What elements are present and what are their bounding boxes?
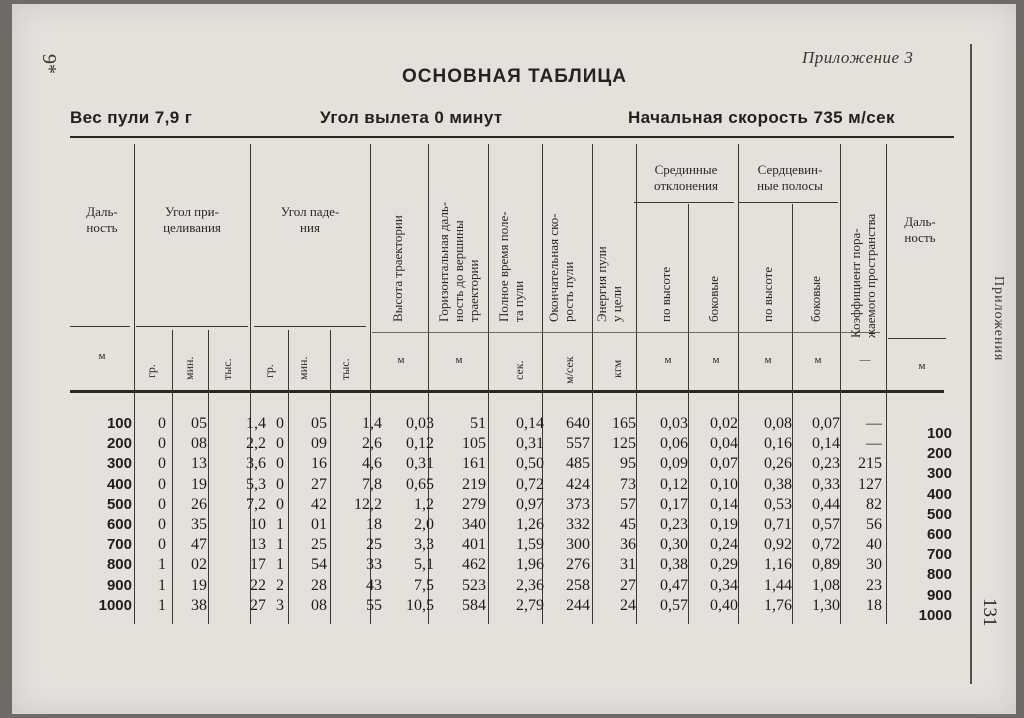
table-cell: 0,44 [812,495,840,513]
table-cell: 700 [106,536,132,554]
unit-aim-min: мин. [182,356,196,380]
table-cell: 27 [620,576,636,594]
table-cell: 2,6 [362,435,382,453]
unit-median-height: м [664,354,672,366]
table-cell: 36 [620,536,636,554]
table-cell: 300 [926,465,952,483]
table-cell: 1 [276,556,284,574]
table-cell: — [866,435,882,453]
table-cell: 485 [566,455,590,473]
table-cell: 0 [158,516,166,533]
header-flight-time: Полное время поле- та пули [496,211,526,322]
grid-vline [840,144,841,624]
table-cell: 0 [276,495,284,513]
table-cell: 0,31 [516,435,544,453]
table-cell: 0,10 [710,475,738,493]
table-cell: 42 [311,495,327,513]
table-cell: 200 [926,445,952,463]
table-cell: 3,3 [414,536,434,554]
table-cell: 0 [158,435,166,453]
unit-core-lateral: м [814,354,822,366]
table-cell: 19 [191,576,207,594]
grid-vline [688,204,689,624]
table-cell: 0 [158,536,166,554]
table-cell: 0,03 [406,415,434,432]
table-cell: 0,97 [516,495,544,513]
unit-impact-mil: тыс. [338,358,352,380]
table-cell: 01 [311,516,327,533]
hdr-rule-median [634,202,734,203]
header-range-right: Даль- ность [904,214,936,245]
table-cell: 100 [926,425,952,442]
appendix-label: Приложение 3 [802,48,914,67]
table-cell: 276 [566,556,590,574]
table-cell: 0 [158,475,166,493]
unit-flight-time: сек. [512,360,526,380]
hdr-unit-rule [372,332,880,333]
table-cell: 30 [866,556,882,574]
table-cell: 40 [866,536,882,554]
table-cell: 332 [566,516,590,533]
table-cell: 12,2 [354,495,382,513]
table-cell: 1 [158,596,166,614]
table-cell: 1,59 [516,536,544,554]
table-cell: 161 [462,455,486,473]
hdr-rule-aim [136,326,248,327]
header-hit-coefficient: Коэффициент пора- жаемого пространства [848,213,878,338]
table-cell: 600 [926,526,952,543]
table-cell: 51 [470,415,486,432]
table-cell: 900 [926,586,952,604]
table-cell: 0 [276,435,284,453]
table-cell: 258 [566,576,590,594]
table-cell: 24 [620,596,636,614]
table-cell: 219 [462,475,486,493]
table-cell: 13 [250,536,266,554]
header-horizontal-distance: Горизонтальная даль- ность до вершины траектории [436,201,481,322]
unit-trajectory-height: м [397,354,405,366]
table-cell: 700 [926,546,952,564]
initial-velocity: Начальная скорость 735 м/сек [628,108,895,127]
table-cell: 0,12 [406,435,434,453]
table-cell: 200 [106,435,132,453]
table-cell: 38 [191,596,207,614]
table-cell: 27 [250,596,266,614]
table-cell: 4,6 [362,455,382,473]
table-cell: 3,6 [246,455,266,473]
table-cell: 08 [191,435,207,453]
table-cell: 0,23 [660,516,688,533]
table-cell: 1,30 [812,596,840,614]
unit-impact-deg: гр. [262,364,276,378]
table-cell: 05 [191,415,207,432]
table-cell: 0 [158,495,166,513]
table-cell: 1 [158,576,166,594]
table-cell: 43 [366,576,382,594]
table-cell: 7,5 [414,576,434,594]
header-energy: Энергия пули у цели [594,246,624,322]
table-cell: 26 [191,495,207,513]
table-cell: 3 [276,596,284,614]
table-cell: 0,57 [812,516,840,533]
hdr-rule-core [738,202,838,203]
table-cell: 1,76 [764,596,792,614]
table-cell: 424 [566,475,590,493]
table-cell: 1,4 [362,415,382,432]
table-cell: 373 [566,495,590,513]
table-cell: 1,16 [764,556,792,574]
header-median-deviations: Срединные отклонения [654,162,718,193]
header-median-lateral: боковые [706,276,721,322]
header-median-height: по высоте [658,266,673,322]
table-cell: 300 [106,455,132,473]
header-core-lateral: боковые [808,276,823,322]
unit-impact-min: мин. [296,356,310,380]
table-cell: 27 [311,475,327,493]
table-cell: 0 [276,475,284,493]
table-cell: 400 [926,485,952,503]
table-cell: 18 [366,516,382,533]
table-cell: 0,89 [812,556,840,574]
table-cell: 22 [250,576,266,594]
table-cell: 300 [566,536,590,554]
table-cell: 0,53 [764,495,792,513]
table-cell: 1,96 [516,556,544,574]
table-cell: 127 [858,475,882,493]
table-cell: 0,72 [812,536,840,554]
table-cell: 0,40 [710,596,738,614]
table-cell: 0,03 [660,415,688,432]
table-cell: 5,3 [246,475,266,493]
table-cell: 244 [566,596,590,614]
table-cell: 33 [366,556,382,574]
grid-vline [134,144,135,624]
table-cell: 0,04 [710,435,738,453]
side-title: Приложения [991,276,1006,362]
table-cell: 0 [276,415,284,432]
table-cell: 279 [462,495,486,513]
table-cell: 2 [276,576,284,594]
table-cell: 31 [620,556,636,574]
table-cell: 0,65 [406,475,434,493]
table-cell: 0,12 [660,475,688,493]
hdr-rule-range-right [888,338,946,339]
table-cell: 10,5 [406,596,434,614]
table-cell: 400 [106,475,132,493]
book-page [12,4,1016,714]
table-cell: 0,07 [710,455,738,473]
top-rule [70,136,954,138]
table-cell: 125 [612,435,636,453]
table-cell: 7,2 [246,495,266,513]
table-cell: 19 [191,475,207,493]
bullet-weight: Вес пули 7,9 г [70,108,193,127]
table-cell: 0,14 [812,435,840,453]
header-final-velocity: Окончательная ско- рость пули [546,213,576,322]
table-cell: 2,79 [516,596,544,614]
table-cell: 0,14 [516,415,544,432]
table-cell: 0,29 [710,556,738,574]
signature-mark: 9* [38,54,60,74]
unit-aim-mil: тыс. [220,358,234,380]
table-cell: 0,31 [406,455,434,473]
table-cell: 02 [191,556,207,574]
table-cell: 165 [612,415,636,432]
unit-final-velocity: м/сек [562,356,576,384]
table-cell: 47 [191,536,207,554]
table-cell: 0,47 [660,576,688,594]
table-cell: — [866,415,882,432]
table-cell: 1,4 [246,415,266,432]
table-cell: 28 [311,576,327,594]
table-cell: 2,0 [414,516,434,533]
table-cell: 13 [191,455,207,473]
table-cell: 0,57 [660,596,688,614]
table-cell: 1 [276,536,284,554]
table-cell: 0,38 [764,475,792,493]
table-cell: 5,1 [414,556,434,574]
table-cell: 0,14 [710,495,738,513]
table-cell: 0,06 [660,435,688,453]
table-cell: 17 [250,556,266,574]
table-cell: 0,09 [660,455,688,473]
table-cell: 23 [866,576,882,594]
table-cell: 25 [311,536,327,554]
table-cell: 10 [250,516,266,533]
unit-aim-deg: гр. [144,364,158,378]
table-cell: 462 [462,556,486,574]
table-cell: 1,44 [764,576,792,594]
table-cell: 82 [866,495,882,513]
table-cell: 1000 [918,606,952,624]
table-cell: 45 [620,516,636,533]
table-cell: 500 [106,495,132,513]
hdr-rule-impact [254,326,366,327]
table-cell: 25 [366,536,382,554]
table-cell: 0,72 [516,475,544,493]
grid-vline [886,144,887,624]
page-title: ОСНОВНАЯ ТАБЛИЦА [402,66,627,87]
unit-range: м [98,350,106,362]
unit-range-right: м [918,360,926,372]
unit-median-lateral: м [712,354,720,366]
page-number: 131 [979,598,1000,627]
header-impact-angle: Угол паде- ния [280,204,340,235]
table-cell: 557 [566,435,590,453]
table-cell: 0,17 [660,495,688,513]
table-cell: 100 [106,415,132,432]
table-cell: 0,08 [764,415,792,432]
header-bottom-rule [70,390,944,393]
page-edge-rule [970,44,972,684]
table-cell: 0,23 [812,455,840,473]
table-cell: 09 [311,435,327,453]
unit-energy: кгм [610,359,624,378]
table-cell: 0,38 [660,556,688,574]
table-cell: 1,08 [812,576,840,594]
table-cell: 0,92 [764,536,792,554]
table-cell: 2,36 [516,576,544,594]
unit-horizontal-distance: м [455,354,463,366]
table-cell: 500 [926,505,952,523]
table-cell: 08 [311,596,327,614]
table-cell: 0 [158,415,166,432]
table-cell: 0,16 [764,435,792,453]
table-cell: 0 [158,455,166,473]
table-cell: 0,19 [710,516,738,533]
table-cell: 1 [276,516,284,533]
table-cell: 05 [311,415,327,432]
table-cell: 57 [620,495,636,513]
table-cell: 401 [462,536,486,554]
table-cell: 35 [191,516,207,533]
table-cell: 900 [106,576,132,594]
table-cell: 340 [462,516,486,533]
unit-hit-coefficient: — [859,354,871,366]
table-cell: 0 [276,455,284,473]
table-cell: 0,71 [764,516,792,533]
header-core-height: по высоте [760,266,775,322]
table-cell: 640 [566,415,590,432]
table-cell: 105 [462,435,486,453]
table-cell: 0,07 [812,415,840,432]
grid-vline [636,144,637,624]
table-cell: 0,30 [660,536,688,554]
table-cell: 56 [866,516,882,533]
table-cell: 55 [366,596,382,614]
table-cell: 95 [620,455,636,473]
grid-vline [738,144,739,624]
table-cell: 215 [858,455,882,473]
table-cell: 800 [106,556,132,574]
table-cell: 800 [926,566,952,584]
table-cell: 1,26 [516,516,544,533]
table-cell: 0,26 [764,455,792,473]
departure-angle: Угол вылета 0 минут [320,108,503,127]
table-cell: 73 [620,475,636,493]
header-trajectory-height: Высота траектории [390,215,405,322]
table-cell: 523 [462,576,486,594]
table-cell: 1000 [98,596,132,614]
table-cell: 2,2 [246,435,266,453]
table-cell: 1,2 [414,495,434,513]
unit-core-height: м [764,354,772,366]
table-cell: 7,8 [362,475,382,493]
table-cell: 1 [158,556,166,574]
header-core-bands: Сердцевин- ные полосы [757,162,823,193]
table-cell: 584 [462,596,486,614]
table-cell: 0,33 [812,475,840,493]
table-cell: 0,02 [710,415,738,432]
table-cell: 0,34 [710,576,738,594]
table-cell: 54 [311,556,327,574]
header-aim-angle: Угол при- целивания [163,204,221,235]
table-cell: 16 [311,455,327,473]
table-cell: 600 [106,516,132,533]
table-cell: 18 [866,596,882,614]
table-cell: 0,24 [710,536,738,554]
hdr-rule-range [70,326,130,327]
table-cell: 0,50 [516,455,544,473]
header-range: Даль- ность [86,204,118,235]
